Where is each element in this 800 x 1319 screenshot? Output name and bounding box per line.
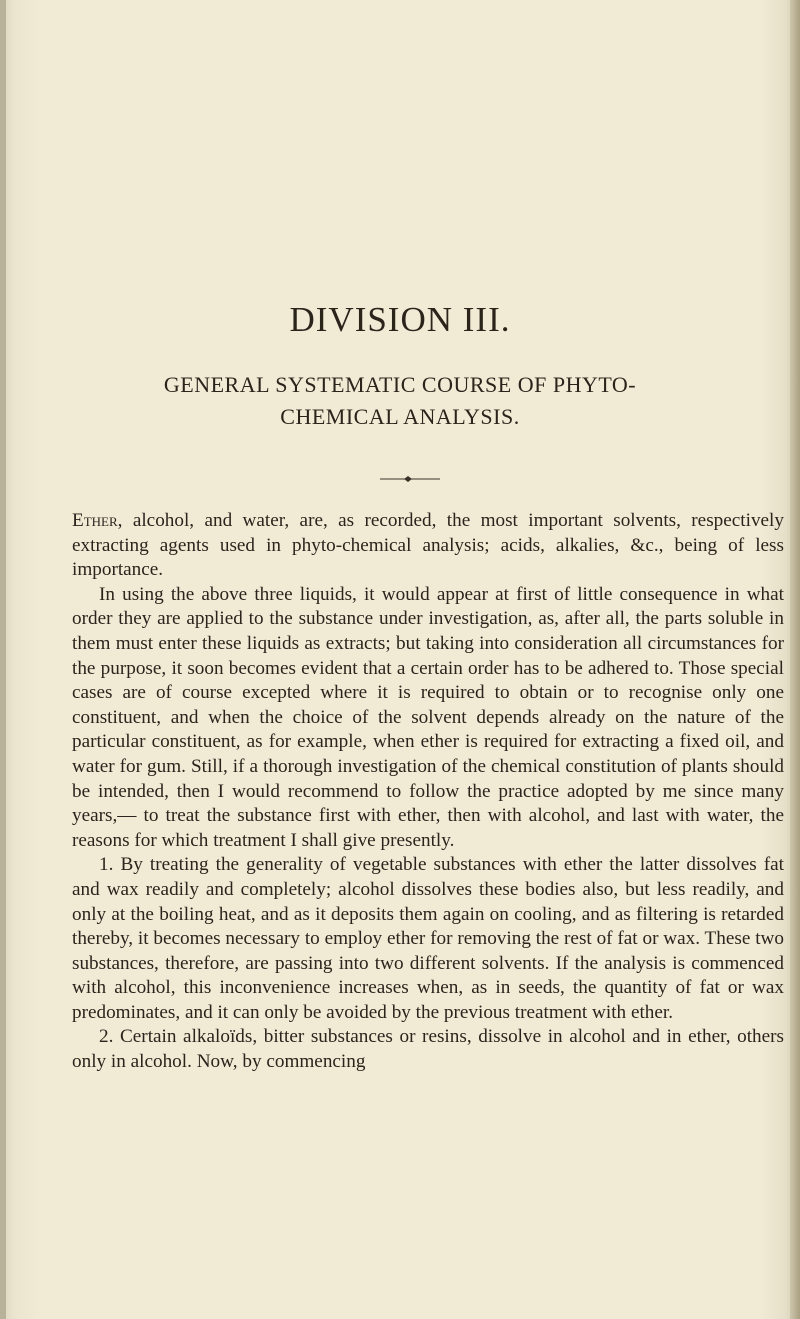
paragraph-2: In using the above three liquids, it would appear at first of little consequence in what order they are applied to the substance under investigation, as, after all, the parts soluble in them must enter these liquids as extracts; but taking into consideration all circumstances for the purpose, it soon becomes evident that a certain order has to be adhered to. Those special cases are of course excepted where it is required to obtain or to recognise only one constituent, and when the choice of the solvent depends already on the nature of the particular constituent, as for example, when ether is required for extracting a fixed oil, and water for gum. Still, if a thorough investigation of the chemical constitution of plants should be intended, then I would recommend to follow the practice adopted by me since many years,— to treat the substance first with ether, then with alcohol, and last with water, the reasons for which treatment I shall give presently. xyxy=(72,583,784,851)
ornament-divider xyxy=(380,474,440,484)
paragraph-1 xyxy=(72,509,784,583)
paragraph-1-text: , alcohol, and water, are, as recorded, the most important solvents, respectively extracting agents used in phyto-chemical analysis; acids, alkalies, &c., being of less importance. xyxy=(72,510,784,581)
lead-word: Ether xyxy=(72,510,118,531)
section-heading xyxy=(0,369,800,433)
body-text xyxy=(72,509,784,1075)
division-title: DIVISION III. xyxy=(289,300,511,339)
section-heading-line-1: GENERAL SYSTEMATIC COURSE OF PHYTO- xyxy=(163,372,637,397)
section-heading-line-2: CHEMICAL ANALYSIS. xyxy=(280,404,520,429)
paragraph-4: 2. Certain alkaloïds, bitter substances or resins, dissolve in alcohol and in ether, others only in alcohol. Now, by commencing xyxy=(72,1026,784,1073)
paragraph-3: 1. By treating the generality of vegetable substances with ether the latter dissolves fat and wax readily and completely; alcohol dissolves these bodies also, but less readily, and only at the boiling heat, and as it deposits them again on cooling, and as filtering is retarded thereby, it becomes necessary to employ ether for removing the rest of fat or wax. These two substances, therefore, are passing into two different solvents. If the analysis is commenced with alcohol, this inconvenience increases when, as in seeds, the quantity of fat or wax predominates, and it can only be avoided by the previous treatment with ether. xyxy=(72,854,784,1023)
page-right-edge xyxy=(790,0,800,1319)
page-left-edge xyxy=(0,0,6,1319)
